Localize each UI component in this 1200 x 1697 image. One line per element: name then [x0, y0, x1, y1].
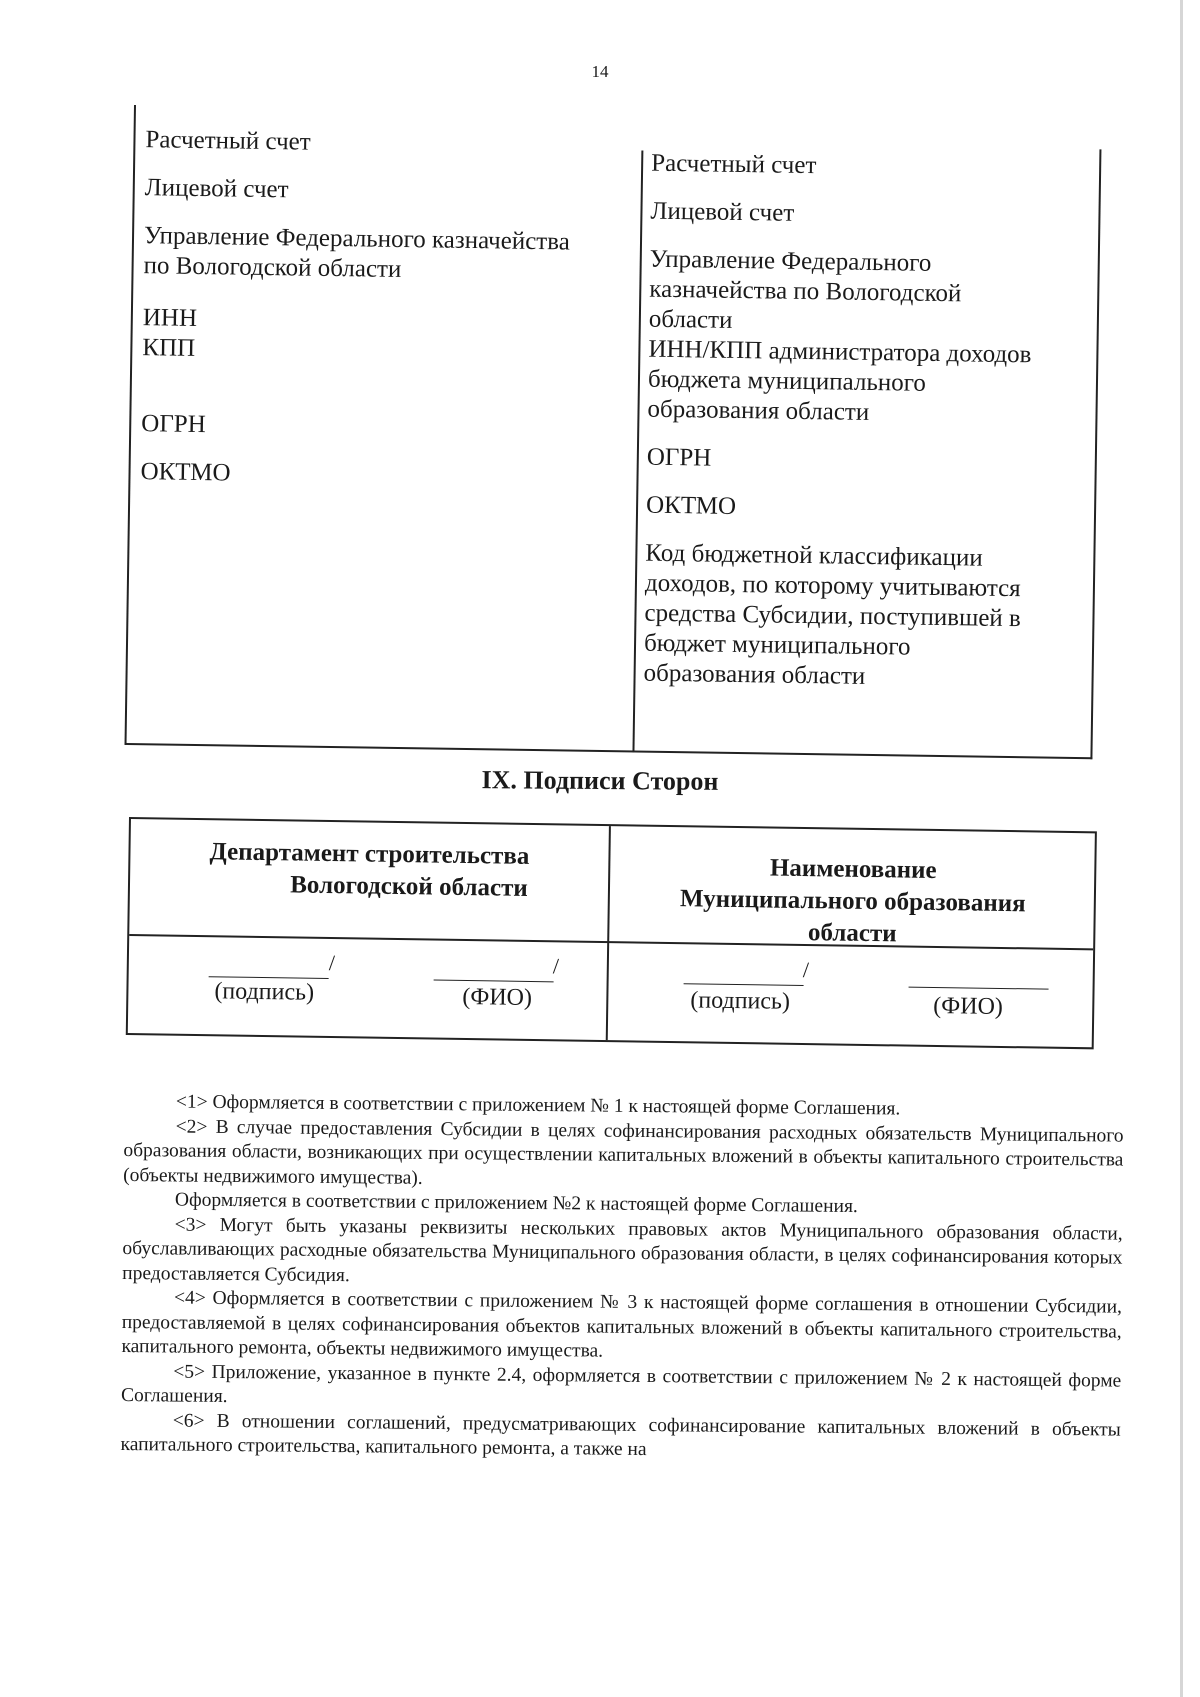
party-municipality-line3: области	[807, 919, 897, 948]
party-municipality-line1: Наименование	[769, 854, 937, 884]
kpp-label: КПП	[142, 334, 196, 362]
section-heading: IX. Подписи Сторон	[481, 765, 719, 796]
inn-kpp-label-line3: образования области	[647, 395, 870, 426]
kbk-label-line3: средства Субсидии, поступившей в	[644, 599, 1022, 633]
footnote-6: <6> В отношении соглашений, предусматривающих софинансирование капитальных вложений в объекты капитального строительства, капитального ремонта, а также на	[120, 1409, 1121, 1461]
ogrn-label: ОГРН	[646, 443, 712, 472]
footnote-3: <3> Могут быть указаны реквизиты нескольких правовых актов Муниципального образования области, обуславливающих расходные обязательства Муниципального образования области, в целях софинансирования которых предоставляется Субсидия.	[122, 1213, 1123, 1286]
footnote-4: <4> Оформляется в соответствии с приложением № 3 к настоящей форме соглашения в отношении Субсидии, предоставляемой в целях софинансирования объектов капитальных вложений в объекты капитального строительства, капитального ремонта, объекты недвижимого имущества.	[121, 1287, 1123, 1362]
name-caption: (ФИО)	[462, 983, 533, 1011]
footnote-2-note: Оформляется в соответствии с приложением №2 к настоящей форме Соглашения.	[174, 1189, 858, 1218]
party-department-heading	[130, 835, 609, 906]
kbk-label-line2: доходов, по которому учитываются	[644, 569, 1021, 603]
name-slash: /	[552, 953, 560, 979]
treasury-label-line1: Управление Федерального	[649, 245, 932, 277]
party-municipality-heading	[609, 850, 1096, 953]
page-edge	[1180, 0, 1183, 1697]
kbk-label-line4: бюджет муниципального	[643, 629, 911, 661]
treasury-label-line1: Управление Федерального казначейства	[143, 222, 570, 256]
requisites-right-column	[643, 149, 1091, 695]
ogrn-label: ОГРН	[141, 410, 206, 439]
oktmo-label: ОКТМО	[140, 458, 231, 487]
settlement-account-label: Расчетный счет	[650, 149, 817, 180]
page-number: 14	[591, 62, 609, 81]
kbk-label-line1: Код бюджетной классификации	[645, 539, 983, 572]
kbk-label-line5: образования области	[643, 659, 866, 690]
signature-caption: (подпись)	[690, 987, 791, 1015]
signature-line	[684, 983, 804, 986]
inn-kpp-label-line1: ИНН/КПП администратора доходов	[648, 335, 1032, 369]
settlement-account-label: Расчетный счет	[145, 126, 311, 156]
footnotes	[120, 1090, 1123, 1467]
signature-table	[126, 817, 1097, 1049]
party-department-line1: Департамент строительства	[209, 838, 530, 870]
footnote-1: <1> Оформляется в соответствии с приложением № 1 к настоящей форме Соглашения.	[175, 1091, 901, 1120]
name-line	[434, 980, 554, 983]
table-border-left	[125, 105, 136, 745]
table-border-middle	[632, 151, 643, 753]
requisites-table	[125, 105, 1102, 759]
requisites-left-column	[140, 125, 630, 494]
personal-account-label: Лицевой счет	[650, 197, 795, 227]
treasury-label-line2: казначейства по Вологодской	[649, 275, 962, 308]
footnote-2: <2> В случае предоставления Субсидии в целях софинансирования расходных обязательств Муниципального образования области, возникающих при осуществлении капитальных вложений в объекты капитального строительства (объекты недвижимого имущества).	[123, 1115, 1124, 1189]
oktmo-label: ОКТМО	[645, 491, 737, 520]
footnote-5: <5> Приложение, указанное в пункте 2.4, оформляется в соответствии с приложением № 2 к настоящей форме Соглашения.	[120, 1360, 1122, 1408]
personal-account-label: Лицевой счет	[144, 174, 289, 204]
signature-slash: /	[802, 957, 810, 983]
name-line	[909, 987, 1049, 990]
inn-label: ИНН	[142, 304, 198, 332]
party-department-line2: Вологодской области	[290, 871, 528, 902]
party-municipality-line2: Муниципального образования	[679, 885, 1026, 918]
treasury-label-line2: по Вологодской области	[143, 252, 402, 283]
table-border-right	[1090, 149, 1101, 759]
signature-caption: (подпись)	[214, 978, 315, 1006]
table-border-bottom	[125, 743, 1093, 759]
name-caption: (ФИО)	[933, 992, 1004, 1020]
signature-slash: /	[328, 949, 336, 976]
treasury-label-line3: области	[648, 305, 733, 334]
inn-kpp-label-line2: бюджета муниципального	[647, 365, 927, 397]
